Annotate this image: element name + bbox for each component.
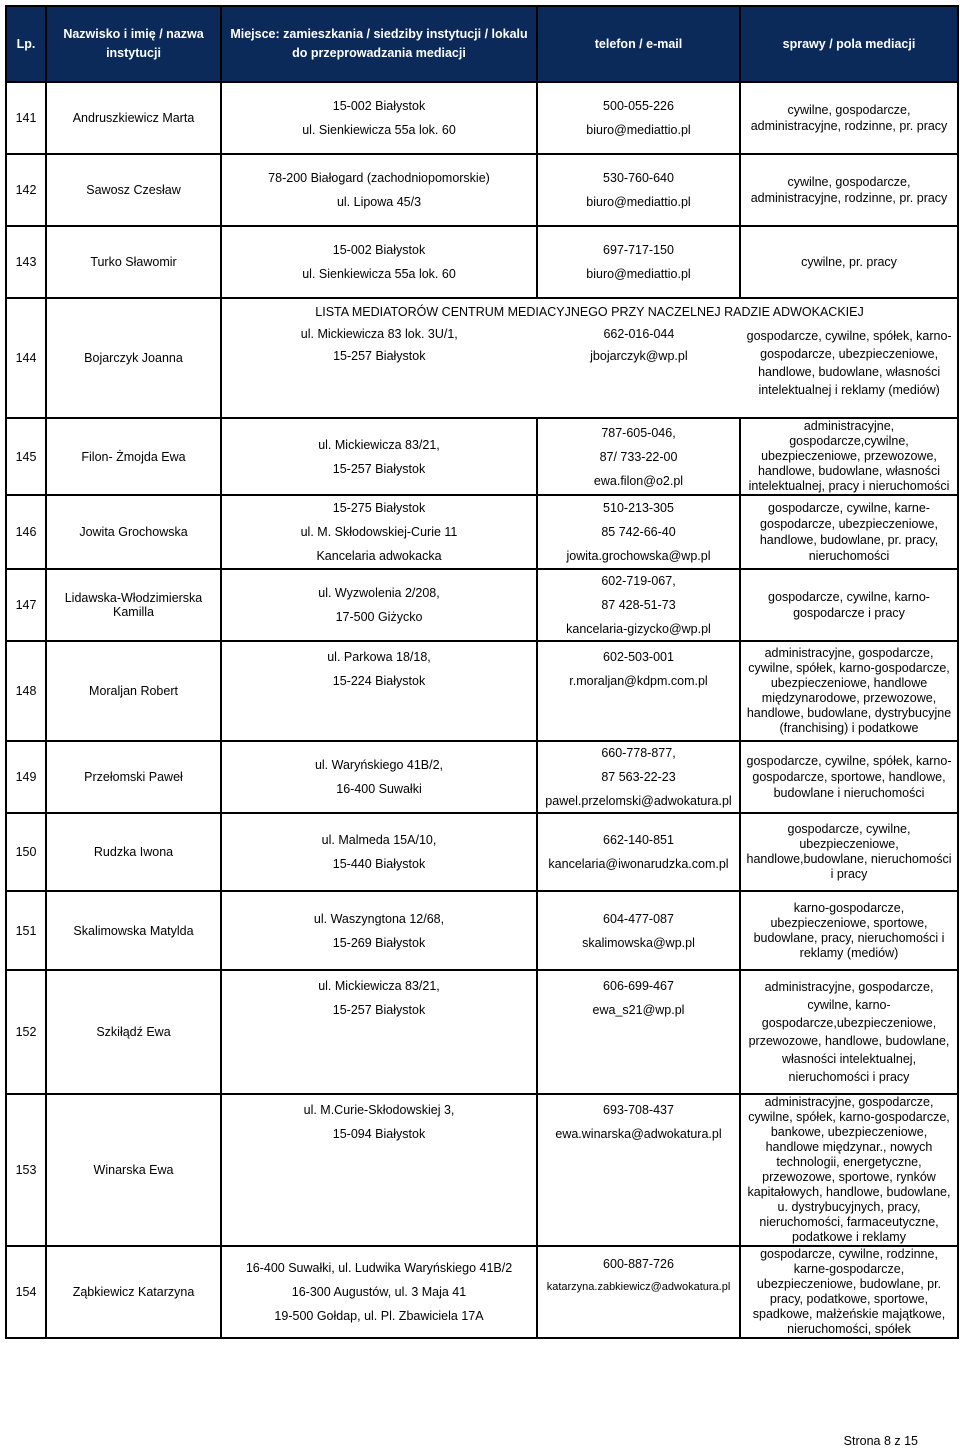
mediator-name: Winarska Ewa: [46, 1094, 221, 1246]
mediator-name: Lidawska-Włodzimierska Kamilla: [46, 569, 221, 641]
mediation-scope: gospodarcze, cywilne, spółek, karno-gospodarcze, ubezpieczeniowe, handlowe, budowlane, własności intelektualnej i reklamy (mediów): [746, 329, 952, 397]
address-line: ul. Mickiewicza 83/21,: [318, 979, 440, 993]
mediator-name: Sawosz Czesław: [46, 154, 221, 226]
mediation-scope: cywilne, gospodarcze, administracyjne, rodzinne, pr. pracy: [740, 154, 958, 226]
phone: 87 428-51-73: [601, 598, 676, 612]
mediator-address: [221, 813, 537, 891]
mediator-contact: [537, 418, 740, 495]
email: biuro@mediattio.pl: [586, 267, 691, 281]
address-line: ul. Wyzwolenia 2/208,: [318, 586, 440, 600]
mediator-name: Moraljan Robert: [46, 641, 221, 741]
email: jbojarczyk@wp.pl: [590, 349, 688, 363]
mediator-address: [221, 495, 537, 569]
phone: 697-717-150: [603, 243, 674, 257]
phone: 662-140-851: [603, 833, 674, 847]
phone: 602-503-001: [603, 650, 674, 664]
mediator-contact: [537, 154, 740, 226]
mediator-name: Jowita Grochowska: [46, 495, 221, 569]
mediator-contact: [537, 495, 740, 569]
mediator-contact: [537, 327, 742, 399]
row-number: 153: [6, 1094, 46, 1246]
mediators-table: [5, 5, 959, 1339]
phone: 604-477-087: [603, 911, 674, 926]
row-number: 142: [6, 154, 46, 226]
mediator-address: [221, 154, 537, 226]
mediator-name: Filon- Żmojda Ewa: [46, 418, 221, 495]
phone: 85 742-66-40: [601, 525, 676, 539]
mediation-scope: administracyjne, gospodarcze, cywilne, karno-gospodarcze,ubezpieczeniowe, przewozowe, handlowe, budowlane, własności intelektualnej, nieruchomości i pracy: [740, 970, 958, 1094]
email: biuro@mediattio.pl: [586, 123, 691, 137]
address-line: 15-257 Białystok: [332, 1003, 426, 1017]
address-line: 16-300 Augustów, ul. 3 Maja 41: [291, 1285, 467, 1299]
header-place: Miejsce: zamieszkania / siedziby instytucji / lokalu do przeprowadzania mediacji: [221, 6, 537, 82]
email: pawel.przelomski@adwokatura.pl: [545, 794, 732, 808]
email: ewa.filon@o2.pl: [593, 473, 684, 488]
table-row: [6, 641, 958, 741]
address-line: ul. M.Curie-Skłodowskiej 3,: [303, 1103, 455, 1117]
address-line: 15-257 Białystok: [332, 461, 426, 476]
table-row: [6, 970, 958, 1094]
phone: 87 563-22-23: [601, 770, 676, 784]
phone: 662-016-044: [603, 327, 675, 341]
address-line: ul. Malmeda 15A/10,: [321, 833, 437, 847]
row-number: 154: [6, 1246, 46, 1338]
address-line: 16-400 Suwałki, ul. Ludwika Waryńskiego 41B/2: [245, 1261, 513, 1275]
row-number: 144: [6, 298, 46, 418]
table-row: [6, 891, 958, 970]
email: r.moraljan@kdpm.com.pl: [569, 674, 708, 688]
header-scope: sprawy / pola mediacji: [740, 6, 958, 82]
mediator-contact: [537, 891, 740, 970]
row-number: 145: [6, 418, 46, 495]
table-row: [6, 1246, 958, 1338]
mediator-name: Ząbkiewicz Katarzyna: [46, 1246, 221, 1338]
mediator-name: Szkiłądź Ewa: [46, 970, 221, 1094]
email: jowita.grochowska@wp.pl: [566, 549, 711, 563]
table-row: [6, 154, 958, 226]
mediation-scope: karno-gospodarcze, ubezpieczeniowe, sportowe, budowlane, pracy, nieruchomości i reklamy (mediów): [740, 891, 958, 970]
email: biuro@mediattio.pl: [586, 195, 691, 209]
address-line: 15-002 Białystok: [332, 243, 426, 257]
row-number: 143: [6, 226, 46, 298]
mediator-contact: [537, 1094, 740, 1246]
mediator-address: [221, 569, 537, 641]
address-line: ul. Waszyngtona 12/68,: [313, 911, 445, 926]
row-number: 146: [6, 495, 46, 569]
mediator-name: Andruszkiewicz Marta: [46, 82, 221, 154]
address-line: 16-400 Suwałki: [336, 782, 422, 796]
row-number: 149: [6, 741, 46, 813]
section-row-content: [222, 327, 957, 399]
mediation-scope: gospodarcze, cywilne, karno-gospodarcze i pracy: [740, 569, 958, 641]
table-row: [6, 418, 958, 495]
address-line: 15-275 Białystok: [332, 501, 426, 515]
table-row: [6, 495, 958, 569]
address-line: 15-094 Białystok: [332, 1127, 426, 1141]
mediator-address: [221, 418, 537, 495]
mediator-address: [221, 1094, 537, 1246]
mediation-scope: gospodarcze, cywilne, karne-gospodarcze, ubezpieczeniowe, handlowe, budowlane, pr. pracy, nieruchomości: [740, 495, 958, 569]
section-cell: [221, 298, 958, 418]
address-line: ul. Lipowa 45/3: [336, 195, 422, 209]
address-line: 15-224 Białystok: [332, 674, 426, 688]
address-line: 15-002 Białystok: [332, 99, 426, 113]
mediation-scope: administracyjne, gospodarcze, cywilne, spółek, karno-gospodarcze, bankowe, ubezpieczeniowe, handlowe międzynar., nowych technologii, energetyczne, przewozowe, sportowe, rynków kapitałowych, handlowe, budowlane, u. dystrybucyjnych, pracy, nieruchomości, farmaceutyczne, podatkowe i reklamy: [740, 1094, 958, 1246]
address-line: ul. Sienkiewicza 55a lok. 60: [302, 267, 456, 281]
table-header-row: [6, 6, 958, 82]
mediator-name: Bojarczyk Joanna: [46, 298, 221, 418]
mediator-contact: [537, 1246, 740, 1338]
row-number: 141: [6, 82, 46, 154]
email: ewa.winarska@adwokatura.pl: [555, 1127, 722, 1141]
phone: 693-708-437: [603, 1103, 674, 1117]
mediator-address: [221, 226, 537, 298]
address-line: 15-257 Białystok: [333, 349, 426, 363]
mediator-name: Rudzka Iwona: [46, 813, 221, 891]
mediator-contact: [537, 741, 740, 813]
address-line: ul. Sienkiewicza 55a lok. 60: [302, 123, 456, 137]
row-number: 151: [6, 891, 46, 970]
mediator-contact: [537, 970, 740, 1094]
mediator-address: [221, 741, 537, 813]
mediator-address: [221, 891, 537, 970]
phone: 87/ 733-22-00: [599, 449, 678, 464]
header-contact: telefon / e-mail: [537, 6, 740, 82]
address-line: 15-440 Białystok: [332, 857, 426, 871]
table-row: [6, 82, 958, 154]
mediation-scope: gospodarcze, cywilne, ubezpieczeniowe, handlowe,budowlane, nieruchomości i pracy: [740, 813, 958, 891]
table-row: [6, 1094, 958, 1246]
address-line: 78-200 Białogard (zachodniopomorskie): [268, 171, 490, 185]
header-lp: Lp.: [6, 6, 46, 82]
phone: 600-887-726: [603, 1257, 674, 1271]
row-number: 150: [6, 813, 46, 891]
mediator-contact: [537, 569, 740, 641]
mediation-scope: cywilne, pr. pracy: [740, 226, 958, 298]
phone: 530-760-640: [603, 171, 674, 185]
email: skalimowska@wp.pl: [582, 935, 695, 950]
address-line: ul. Parkowa 18/18,: [327, 650, 431, 664]
mediation-scope: gospodarcze, cywilne, spółek, karno-gospodarcze, sportowe, handlowe, budowlane i nieruchomości: [740, 741, 958, 813]
email: katarzyna.zabkiewicz@adwokatura.pl: [546, 1281, 731, 1293]
table-row: [6, 298, 958, 418]
address-line: ul. Mickiewicza 83/21,: [318, 437, 440, 452]
header-name: Nazwisko i imię / nazwa instytucji: [46, 6, 221, 82]
address-line: 19-500 Gołdap, ul. Pl. Zbawiciela 17A: [274, 1309, 484, 1323]
phone: 510-213-305: [603, 501, 674, 515]
address-line: 15-269 Białystok: [332, 935, 426, 950]
table-row: [6, 813, 958, 891]
mediator-contact: [537, 641, 740, 741]
section-title: LISTA MEDIATORÓW CENTRUM MEDIACYJNEGO PRZY NACZELNEJ RADZIE ADWOKACKIEJ: [315, 305, 864, 319]
email: kancelaria@iwonarudzka.com.pl: [548, 857, 729, 871]
address-line: Kancelaria adwokacka: [316, 549, 442, 563]
address-line: ul. M. Skłodowskiej-Curie 11: [300, 525, 458, 539]
mediator-address: [222, 327, 537, 399]
table-row: [6, 569, 958, 641]
row-number: 152: [6, 970, 46, 1094]
mediator-contact: [537, 813, 740, 891]
mediator-address: [221, 1246, 537, 1338]
mediator-contact: [537, 82, 740, 154]
mediator-name: Skalimowska Matylda: [46, 891, 221, 970]
table-row: [6, 226, 958, 298]
mediation-scope: administracyjne, gospodarcze,cywilne, ubezpieczeniowe, przewozowe, handlowe, budowlane, własności intelektualnej, pracy i nieruchomości: [740, 418, 958, 495]
mediator-address: [221, 82, 537, 154]
mediation-scope: administracyjne, gospodarcze, cywilne, spółek, karno-gospodarcze, ubezpieczeniowe, handlowe międzynarodowe, przewozowe, handlowe, budowlane, dystrybucyjne (franchising) i podatkowe: [740, 641, 958, 741]
address-line: ul. Waryńskiego 41B/2,: [314, 758, 444, 772]
page-number: Strona 8 z 15: [843, 1434, 918, 1448]
phone: 606-699-467: [603, 979, 674, 993]
phone: 660-778-877,: [601, 746, 676, 760]
row-number: 148: [6, 641, 46, 741]
phone: 787-605-046,: [601, 425, 676, 440]
mediator-contact: [537, 226, 740, 298]
mediation-scope: gospodarcze, cywilne, rodzinne, karne-gospodarcze, ubezpieczeniowe, budowlane, pr. pracy, podatkowe, sportowe, spadkowe, małżeńskie majątkowe, nieruchomości, spółek: [740, 1246, 958, 1338]
mediator-address: [221, 641, 537, 741]
address-line: ul. Mickiewicza 83 lok. 3U/1,: [300, 327, 458, 341]
mediation-scope: cywilne, gospodarcze, administracyjne, rodzinne, pr. pracy: [740, 82, 958, 154]
email: kancelaria-gizycko@wp.pl: [566, 622, 711, 636]
row-number: 147: [6, 569, 46, 641]
mediator-name: Turko Sławomir: [46, 226, 221, 298]
mediator-name: Przełomski Paweł: [46, 741, 221, 813]
phone: 602-719-067,: [601, 574, 676, 588]
address-line: 17-500 Giżycko: [335, 610, 423, 624]
mediator-address: [221, 970, 537, 1094]
phone: 500-055-226: [603, 99, 674, 113]
table-row: [6, 741, 958, 813]
email: ewa_s21@wp.pl: [592, 1003, 685, 1017]
